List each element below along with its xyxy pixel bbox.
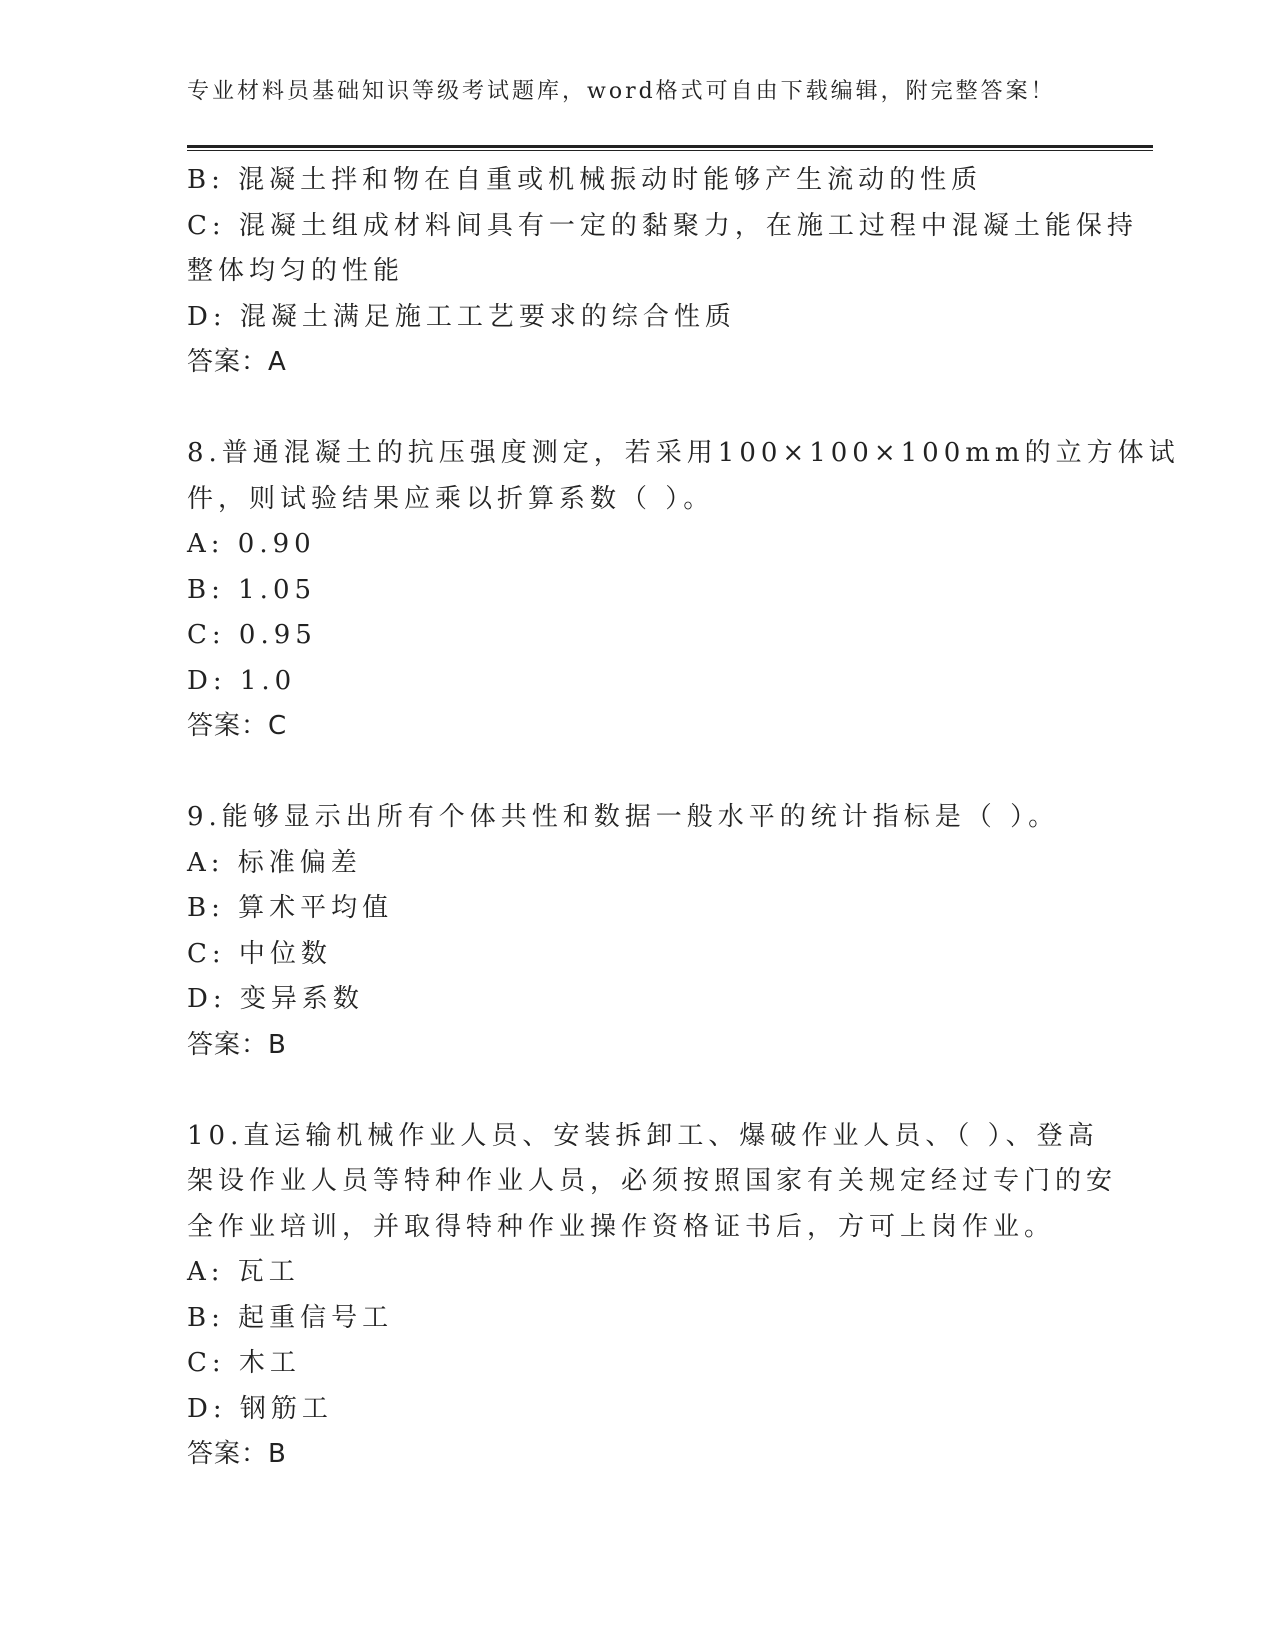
option-a: A: 瓦工 [187, 1257, 300, 1287]
question-stem-continued: 全作业培训，并取得特种作业操作资格证书后，方可上岗作业。 [187, 1211, 1056, 1242]
question-stem: 10.直运输机械作业人员、安装拆卸工、爆破作业人员、（ ）、登高 [187, 1120, 1099, 1151]
option-d: D: 混凝土满足施工工艺要求的综合性质 [187, 301, 736, 332]
question-7-tail [187, 158, 1138, 386]
option-d: D: 钢筋工 [187, 1393, 333, 1424]
page-header: 专业材料员基础知识等级考试题库，word格式可自由下载编辑，附完整答案！ [187, 79, 1056, 104]
option-c: C: 0.95 [187, 620, 317, 650]
option-d: D: 1.0 [187, 665, 297, 696]
question-stem-continued: 架设作业人员等特种作业人员，必须按照国家有关规定经过专门的安 [187, 1166, 1118, 1196]
answer: 答案：B [187, 1029, 287, 1060]
question-9 [187, 795, 1087, 1068]
question-stem: 9.能够显示出所有个体共性和数据一般水平的统计指标是（ ）。 [187, 802, 1060, 832]
header-divider [187, 145, 1153, 151]
option-c: C: 中位数 [187, 938, 332, 969]
question-stem-continued: 件，则试验结果应乘以折算系数（ ）。 [187, 483, 715, 514]
option-a: A: 0.90 [187, 529, 316, 559]
answer: 答案：C [187, 711, 288, 741]
spacer [187, 750, 1087, 796]
option-d: D: 变异系数 [187, 984, 364, 1014]
option-c: C: 混凝土组成材料间具有一定的黏聚力，在施工过程中混凝土能保持 [187, 210, 1138, 241]
option-a: A: 标准偏差 [187, 847, 362, 878]
answer: 答案：A [187, 347, 287, 377]
question-stem: 8.普通混凝土的抗压强度测定，若采用100×100×100mm的立方体试 [187, 438, 1180, 468]
answer: 答案：B [187, 1439, 287, 1469]
spacer [187, 386, 1087, 432]
option-b: B: 混凝土拌和物在自重或机械振动时能够产生流动的性质 [187, 165, 983, 195]
option-b: B: 起重信号工 [187, 1302, 394, 1333]
question-8 [187, 431, 1180, 750]
option-b: B: 1.05 [187, 574, 317, 605]
option-c: C: 木工 [187, 1348, 301, 1378]
spacer [187, 1068, 1087, 1114]
option-b: B: 算术平均值 [187, 893, 394, 923]
question-content [187, 158, 1180, 1478]
question-10 [187, 1114, 1118, 1478]
option-c-continued: 整体均匀的性能 [187, 256, 405, 286]
